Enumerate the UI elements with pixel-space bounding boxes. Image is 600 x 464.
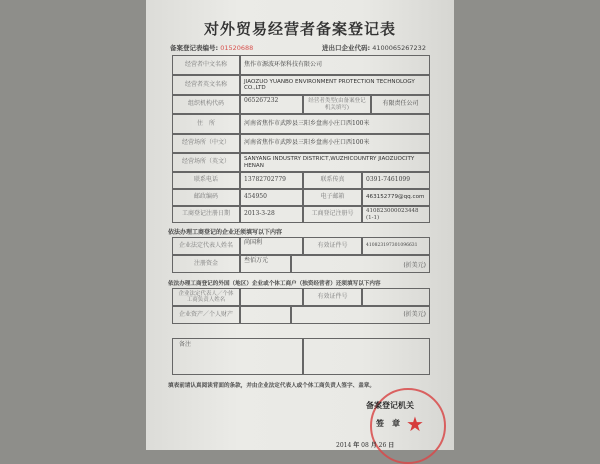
postcode: 454950 xyxy=(240,189,303,206)
year-unit: 年 xyxy=(353,442,360,449)
cn-name: 焦作市源波环保科技有限公司 xyxy=(240,55,430,75)
capital: 叁佰万元 xyxy=(240,255,291,273)
place-cn-label: 经营场所（中文） xyxy=(172,134,240,153)
legal-rep-label: 企业法定代表人姓名 xyxy=(172,237,240,255)
company-code-label: 进出口企业代码: xyxy=(322,44,371,52)
section1-heading: 依法办理工商登记的企业还须填写以下内容 xyxy=(168,229,283,236)
record-no-line xyxy=(170,43,253,52)
month-unit: 月 xyxy=(370,442,377,449)
date-year: 2014 xyxy=(336,442,352,449)
reg-no: 410823000023448 (1-1) xyxy=(362,206,430,223)
id-number: 410823197301096631 xyxy=(362,237,430,255)
company-type: 有限责任公司 xyxy=(371,95,430,114)
reg-date-label: 工商登记注册日期 xyxy=(172,206,240,223)
email-label: 电子邮箱 xyxy=(303,189,362,206)
capital-usd: (折美元) xyxy=(291,255,430,273)
id-label: 有效证件号 xyxy=(303,237,362,255)
place-en-label: 经营场所（英文） xyxy=(172,153,240,172)
address-label: 住 所 xyxy=(172,114,240,134)
reg-date: 2013-3-28 xyxy=(240,206,303,223)
fax-label: 联系传真 xyxy=(303,172,362,189)
section2-heading: 依法办理工商登记的外国（地区）企业或个体工商户（独资经营者）还须填写以下内容 xyxy=(168,281,381,287)
record-no-label: 备案登记表编号: xyxy=(170,44,219,52)
id2-label: 有效证件号 xyxy=(303,288,362,306)
rep2-value xyxy=(240,288,303,306)
org-code: 065267232 xyxy=(240,95,303,114)
remarks-value xyxy=(303,338,430,375)
date-day: 26 xyxy=(378,442,387,449)
record-no: 01520688 xyxy=(220,44,254,52)
remarks-label: 备注 xyxy=(172,338,303,375)
cn-name-label: 经营者中文名称 xyxy=(172,55,240,75)
capital-label: 注册资金 xyxy=(172,255,240,273)
email: 463152779@qq.com xyxy=(362,189,430,206)
phone-label: 联系电话 xyxy=(172,172,240,189)
assets-label: 企业资产／个人财产 xyxy=(172,306,240,324)
rep2-label: 企业法定代表人／个体工商负责人姓名 xyxy=(172,288,240,306)
company-code-line xyxy=(322,43,426,52)
legal-rep: 尚国利 xyxy=(240,237,303,255)
phone: 13782702779 xyxy=(240,172,303,189)
fax: 0391-7461099 xyxy=(362,172,430,189)
seal-label: 签 章 xyxy=(376,419,400,428)
seal-star-icon: ★ xyxy=(406,412,424,436)
type-label: 经营者类型(由备案登记机关填写) xyxy=(303,95,371,114)
assets-usd: (折美元) xyxy=(291,306,430,324)
org-code-label: 组织机构代码 xyxy=(172,95,240,114)
authority: 备案登记机关 xyxy=(366,401,414,410)
en-name-label: 经营者英文名称 xyxy=(172,75,240,95)
sign-date xyxy=(336,440,394,449)
place-en: SANYANG INDUSTRY DISTRICT,WUZHICOUNTRY JIAOZUOCITY HENAN xyxy=(240,153,430,172)
footer-note: 填表前请认真阅读背面的条款，并由企业法定代表人或个体工商负责人签字、盖章。 xyxy=(168,383,375,389)
address: 河南省焦作市武陟县三阳乡盘南小庄口西100米 xyxy=(240,114,430,134)
en-name: JIAOZUO YUANBO ENVIRONMENT PROTECTION TECHNOLOGY CO.,LTD xyxy=(240,75,430,95)
assets-value xyxy=(240,306,291,324)
company-code: 4100065267232 xyxy=(372,44,426,52)
postcode-label: 邮政编码 xyxy=(172,189,240,206)
id2-value xyxy=(362,288,430,306)
document-title: 对外贸易经营者备案登记表 xyxy=(203,20,396,38)
day-unit: 日 xyxy=(388,442,395,449)
date-month: 08 xyxy=(361,442,369,449)
place-cn: 河南省焦作市武陟县三阳乡盘南小庄口西100米 xyxy=(240,134,430,153)
reg-no-label: 工商登记注册号 xyxy=(303,206,362,223)
